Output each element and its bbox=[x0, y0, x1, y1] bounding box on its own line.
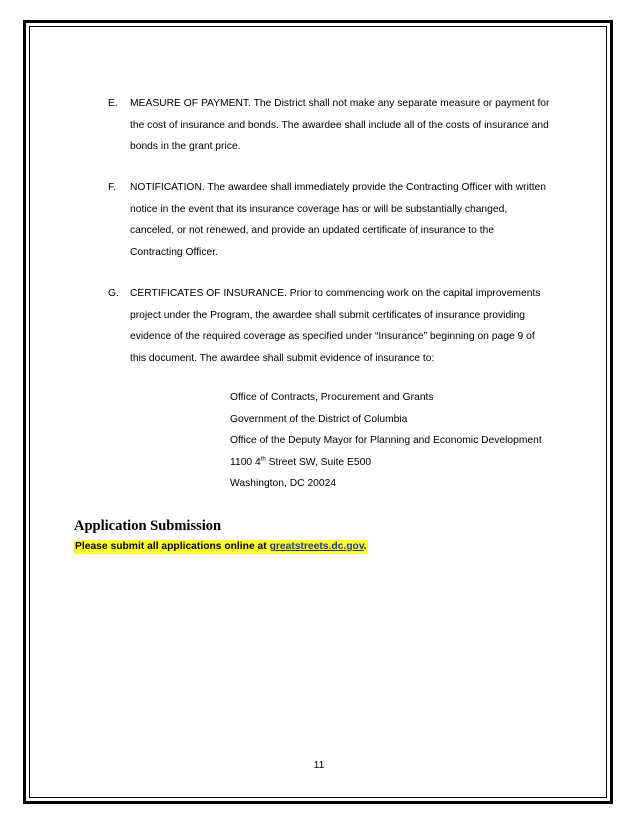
address-street-line bbox=[230, 452, 371, 474]
paragraph-line: evidence of the required coverage as specified under “Insurance” beginning on page 9 of bbox=[130, 331, 535, 342]
submission-instruction bbox=[74, 540, 368, 554]
address-line: Office of Contracts, Procurement and Grants bbox=[230, 392, 434, 403]
list-item-letter: G. bbox=[108, 288, 119, 299]
section-heading: Application Submission bbox=[74, 518, 222, 534]
list-item-letter: F. bbox=[108, 182, 117, 193]
street-number: 1100 4 bbox=[230, 456, 261, 468]
list-item-letter: E. bbox=[108, 98, 118, 109]
paragraph-line: notice in the event that its insurance coverage has or will be substantially changed, bbox=[130, 203, 508, 215]
paragraph-line: Contracting Officer. bbox=[130, 246, 218, 258]
paragraph-line: NOTIFICATION. The awardee shall immediately provide the Contracting Officer with written bbox=[130, 182, 547, 193]
paragraph-line: the cost of insurance and bonds. The awardee shall include all of the costs of insurance and bbox=[130, 119, 549, 131]
submission-text-end: . bbox=[363, 541, 367, 552]
ordinal-suffix: th bbox=[260, 456, 266, 463]
paragraph-line: MEASURE OF PAYMENT. The District shall not make any separate measure or payment for bbox=[130, 98, 550, 109]
page-number: 11 bbox=[313, 760, 325, 771]
paragraph-line: canceled, or not renewed, and provide an updated certificate of insurance to the bbox=[130, 225, 495, 236]
street-name: Street SW, Suite E500 bbox=[265, 456, 372, 468]
submission-link[interactable]: greatstreets.dc.gov bbox=[269, 541, 364, 552]
submission-text: Please submit all applications online at bbox=[75, 541, 270, 552]
paragraph-line: this document. The awardee shall submit evidence of insurance to: bbox=[130, 352, 435, 364]
address-line: Washington, DC 20024 bbox=[230, 478, 337, 489]
address-line: Office of the Deputy Mayor for Planning and Economic Development bbox=[230, 435, 542, 446]
address-line: Government of the District of Columbia bbox=[230, 413, 408, 425]
paragraph-line: bonds in the grant price. bbox=[130, 141, 241, 152]
paragraph-line: CERTIFICATES OF INSURANCE. Prior to commencing work on the capital improvements bbox=[130, 288, 541, 299]
paragraph-line: project under the Program, the awardee shall submit certificates of insurance providing bbox=[130, 309, 525, 321]
